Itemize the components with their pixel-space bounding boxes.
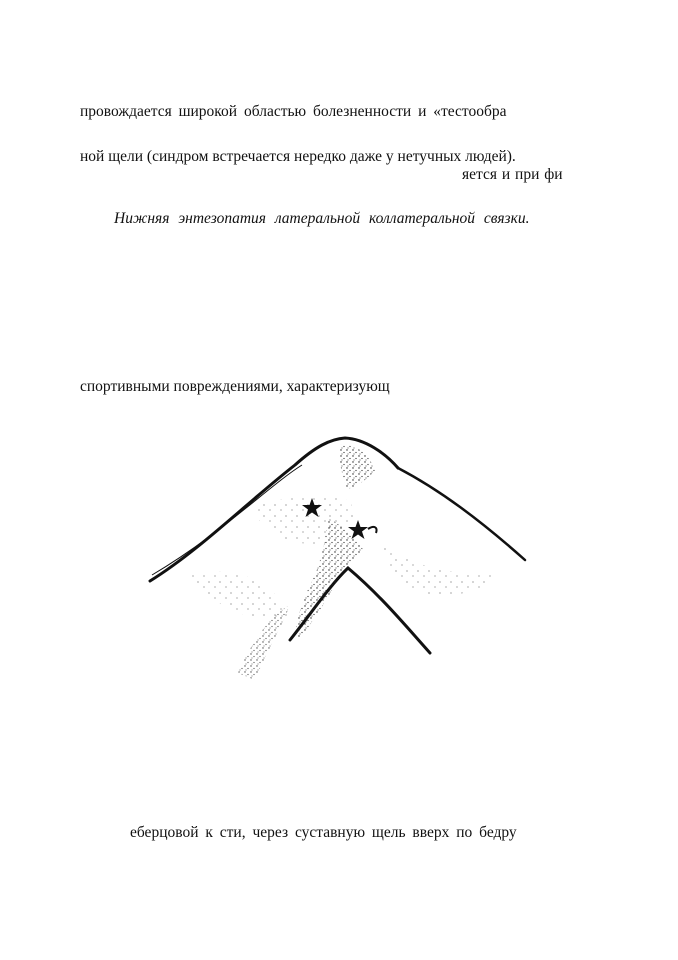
- section-heading-italic: Нижняя энтезопатия латеральной коллатеральной связки.: [114, 210, 530, 227]
- text-line-5: спортивными повреждениями, характеризующ: [80, 378, 390, 395]
- knee-joint-illustration: [130, 425, 550, 687]
- text-line-1: провождается широкой областью болезненности и «тестообра: [80, 103, 507, 120]
- text-line-2: ной щели (синдром встречается нередко даже у нетучных людей).: [80, 148, 516, 165]
- text-line-6: еберцовой к сти, через суставную щель вверх по бедру: [130, 824, 517, 841]
- text-line-3: яется и при фи: [462, 166, 563, 183]
- outer-contour-right: [398, 468, 525, 560]
